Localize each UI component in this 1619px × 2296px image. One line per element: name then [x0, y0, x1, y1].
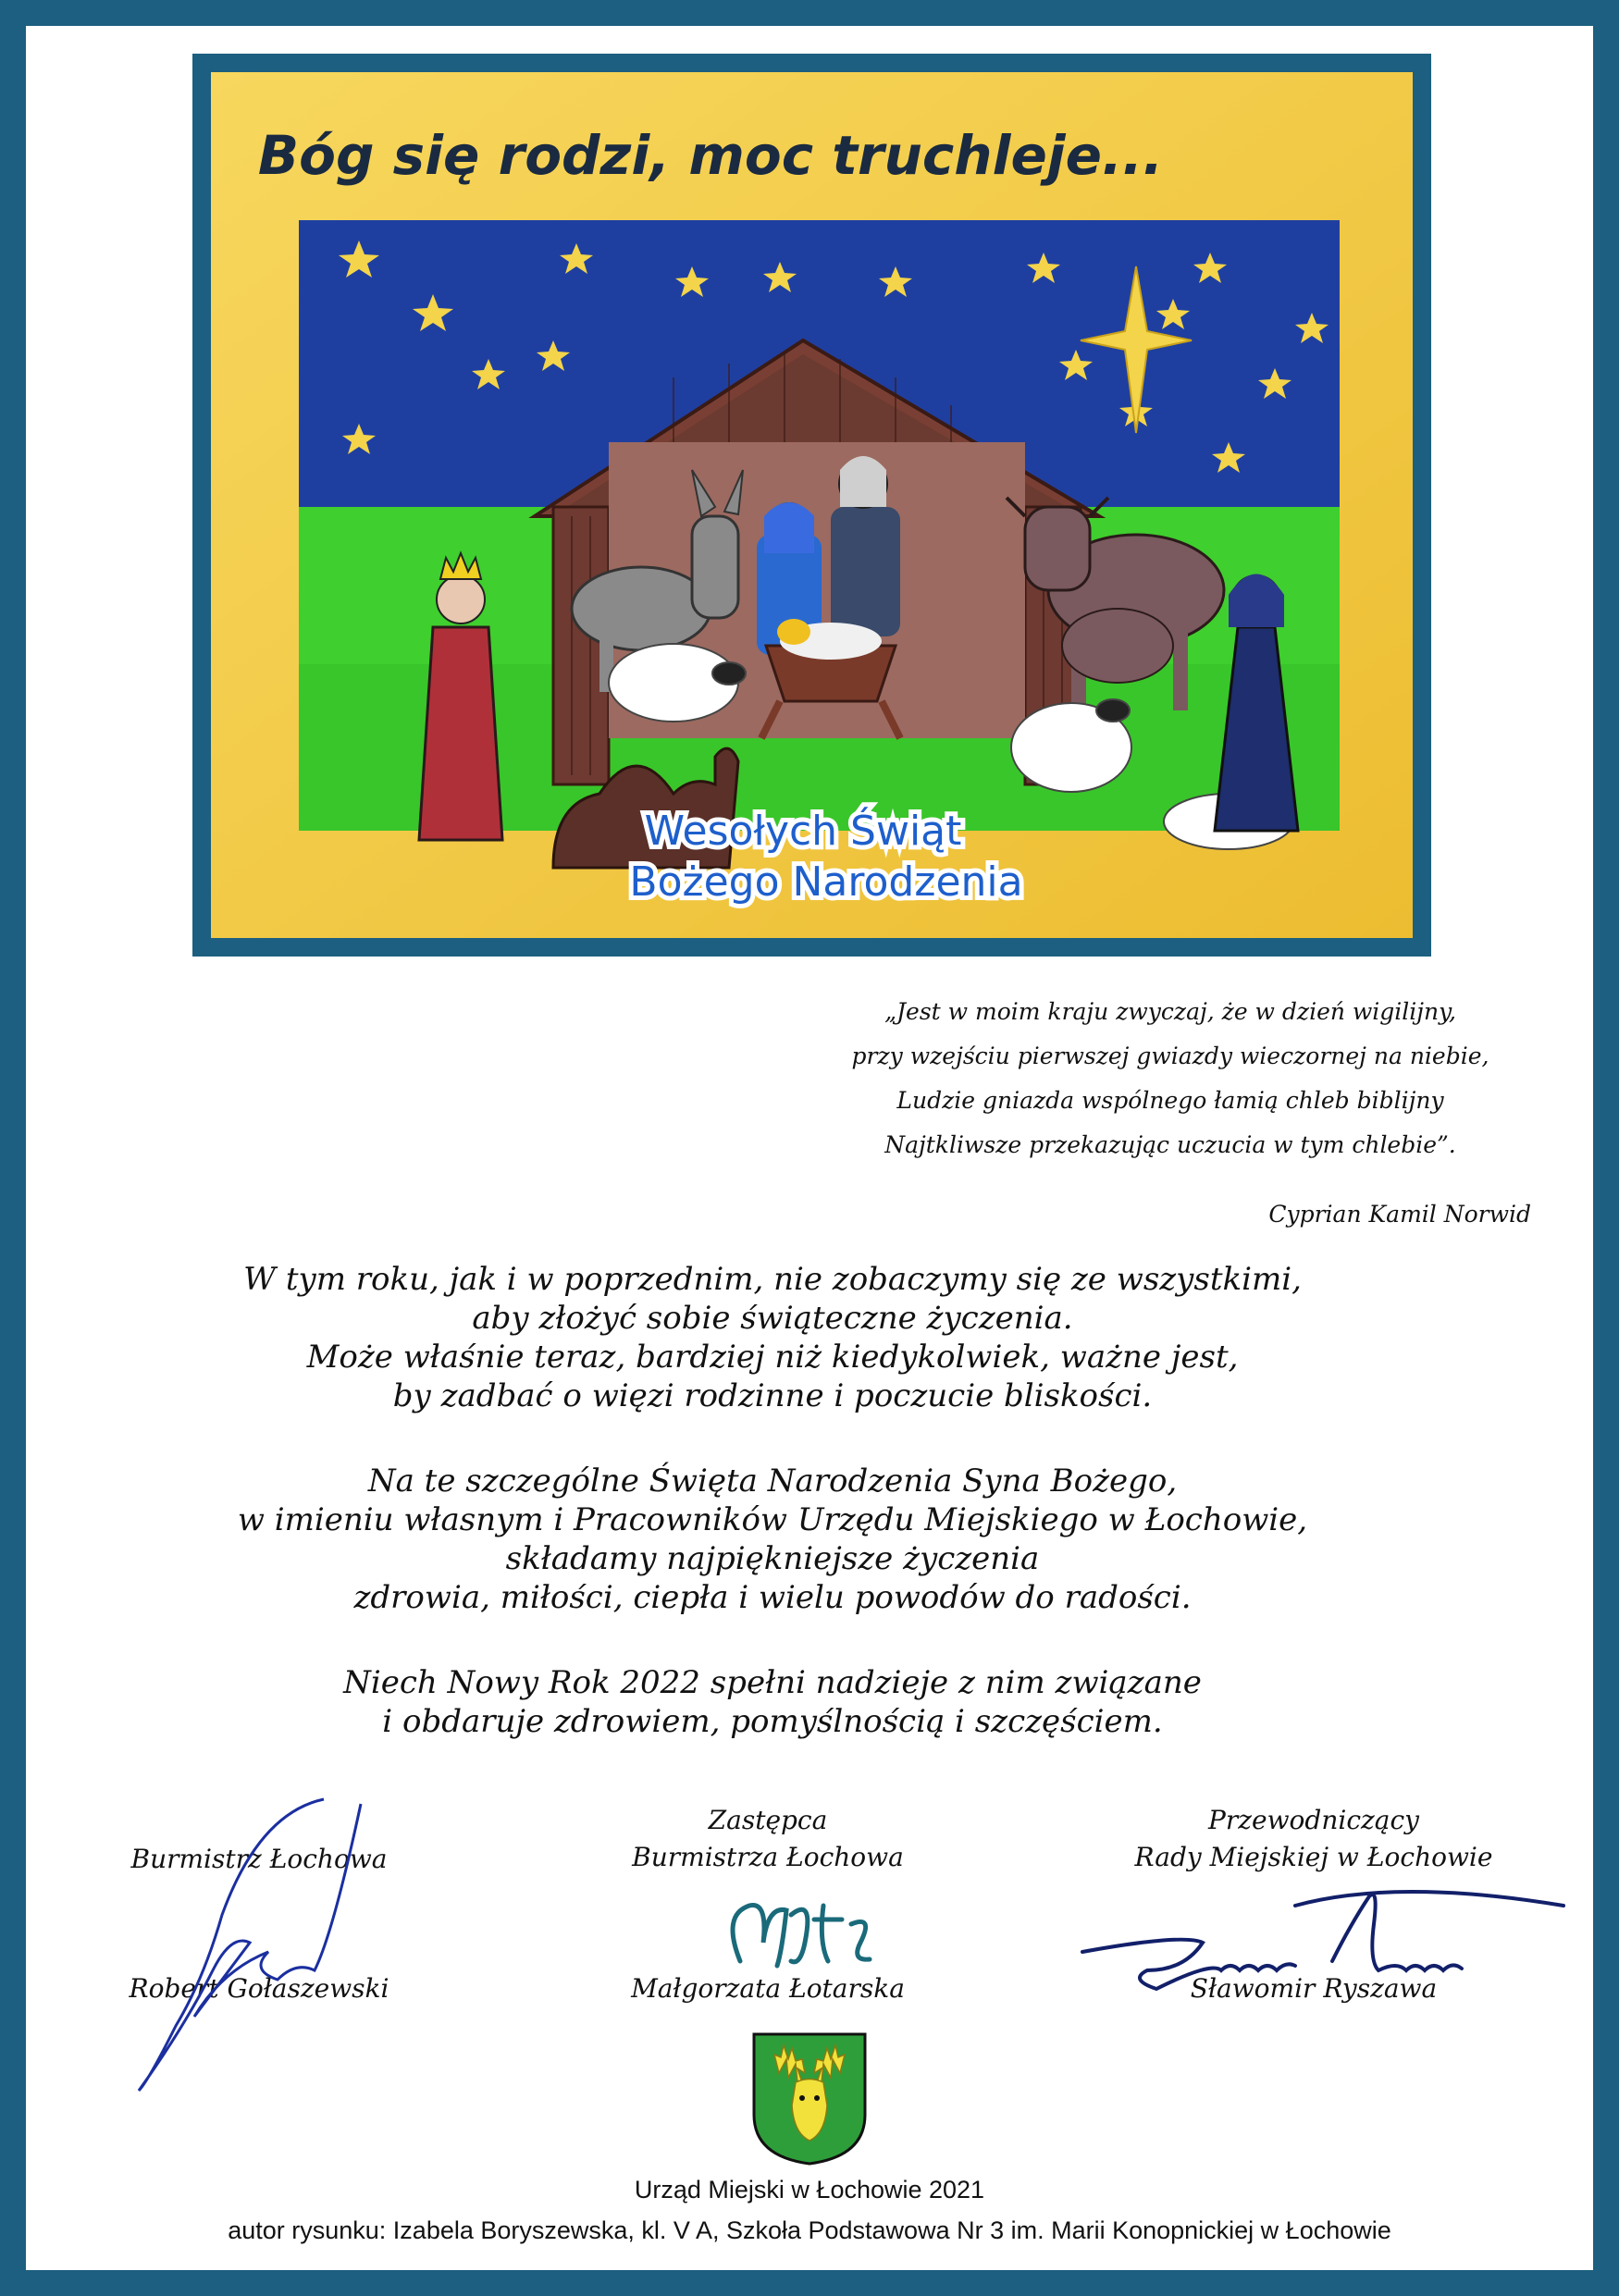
signature-title-line: Zastępca — [708, 1805, 828, 1835]
card-headline: Bóg się rodzi, moc truchleje... — [257, 124, 1164, 187]
handwritten-signature-deputy — [712, 1887, 879, 1980]
poem-line: przy wzejściu pierwszej gwiazdy wieczornej na niebie, — [851, 1043, 1489, 1069]
poem-line: Najtkliwsze przekazując uczucia w tym chlebie”. — [884, 1131, 1456, 1158]
message-line: i obdaruje zdrowiem, pomyślnością i szczęściem. — [382, 1703, 1163, 1740]
message-line: aby złożyć sobie świąteczne życzenia. — [472, 1300, 1073, 1337]
footer-drawing-author: autor rysunku: Izabela Boryszewska, kl. V A, Szkoła Podstawowa Nr 3 im. Marii Konopnickiej w Łochowie — [228, 2216, 1391, 2244]
greeting-line-2: Bożego Narodzenia — [629, 858, 1023, 906]
handwritten-signature-mayor — [111, 1785, 370, 2100]
message-line: Na te szczególne Święta Narodzenia Syna Bożego, — [367, 1463, 1178, 1500]
poem-quote — [814, 990, 1526, 1167]
message-paragraph — [222, 1462, 1323, 1617]
handwritten-signature-council — [1073, 1869, 1573, 2007]
message-line: w imieniu własnym i Pracowników Urzędu Miejskiego w Łochowie, — [237, 1501, 1308, 1538]
signature-title-line: Burmistrza Łochowa — [632, 1842, 904, 1872]
poem-line: Ludzie gniazda wspólnego łamią chleb biblijny — [896, 1087, 1444, 1114]
signature-name: Małgorzata Łotarska — [631, 1973, 905, 2004]
message-line: W tym roku, jak i w poprzednim, nie zobaczymy się ze wszystkimi, — [243, 1261, 1302, 1298]
message-line: zdrowia, miłości, ciepła i wielu powodów do radości. — [353, 1579, 1192, 1616]
signature-title: Burmistrz Łochowa — [130, 1844, 388, 1874]
christmas-card-picture — [192, 54, 1431, 957]
signature-title — [1119, 1802, 1508, 1876]
greetings-message — [222, 1260, 1323, 1787]
message-line: Może właśnie teraz, bardziej niż kiedykolwiek, ważne jest, — [306, 1339, 1239, 1376]
message-line: by zadbać o więzi rodzinne i poczucie bliskości. — [392, 1377, 1153, 1414]
greeting-line-1: Wesołych Świąt — [644, 808, 962, 855]
message-paragraph — [222, 1260, 1323, 1415]
signature-title-line: Rady Miejskiej w Łochowie — [1134, 1842, 1493, 1872]
footer-office: Urząd Miejski w Łochowie 2021 — [634, 2176, 985, 2203]
message-paragraph — [222, 1663, 1323, 1741]
signature-title-line: Przewodniczący — [1208, 1805, 1419, 1835]
signature-name: Robert Gołaszewski — [129, 1973, 389, 2004]
poem-line: „Jest w moim kraju zwyczaj, że w dzień wigilijny, — [884, 998, 1456, 1025]
nativity-drawing — [211, 72, 1413, 938]
signature-title — [592, 1802, 944, 1876]
poem-author: Cyprian Kamil Norwid — [1268, 1201, 1531, 1228]
message-line: Niech Nowy Rok 2022 spełni nadzieje z nim związane — [343, 1664, 1202, 1701]
signature-name: Sławomir Ryszawa — [1190, 1973, 1438, 2004]
message-line: składamy najpiękniejsze życzenia — [505, 1540, 1040, 1577]
moose-coat-of-arms-icon — [751, 2031, 868, 2166]
